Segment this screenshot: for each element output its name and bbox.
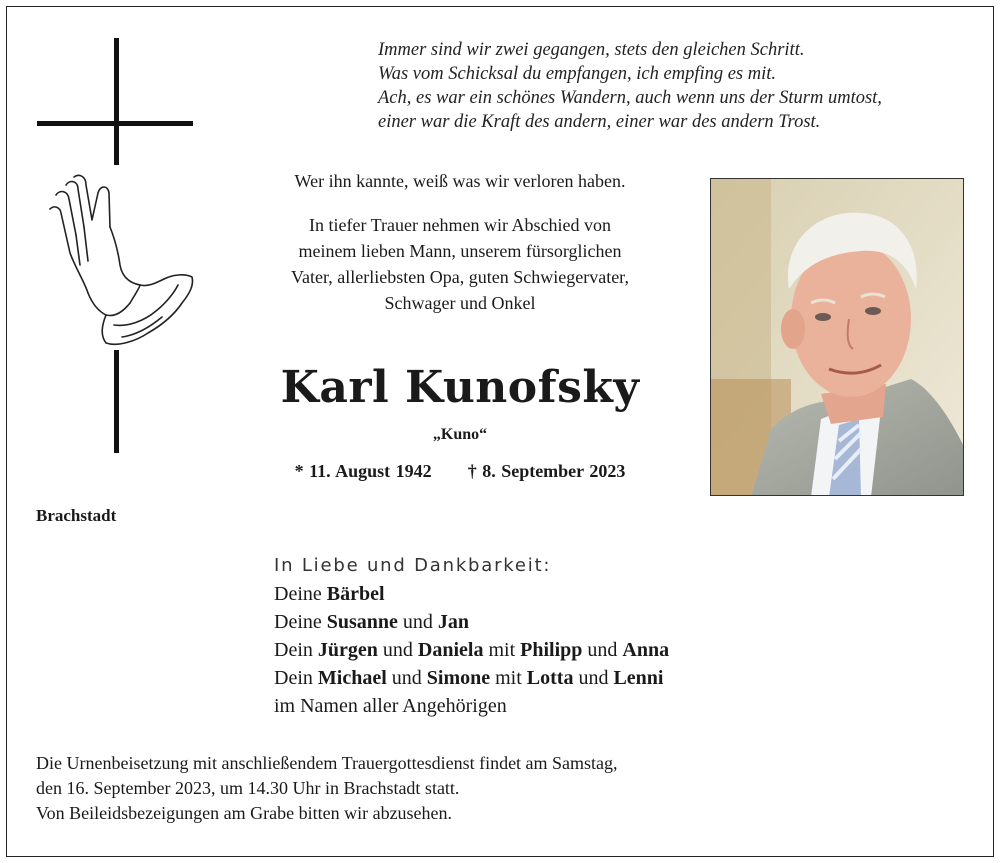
family-member-name: Jürgen bbox=[317, 639, 378, 661]
family-line bbox=[274, 580, 669, 608]
death-date: † 8. September 2023 bbox=[467, 461, 626, 481]
funeral-info bbox=[36, 751, 936, 826]
intro-text bbox=[210, 168, 710, 316]
family-member-name: Susanne bbox=[326, 611, 398, 633]
mourning-line: meinem lieben Mann, unserem fürsorglichen bbox=[298, 241, 622, 261]
family-member-name: Anna bbox=[622, 639, 670, 661]
funeral-info-line: den 16. September 2023, um 14.30 Uhr in Brachstadt statt. bbox=[36, 778, 460, 798]
text: und bbox=[573, 667, 614, 689]
poem-line: Ach, es war ein schönes Wandern, auch wenn uns der Sturm umtost, bbox=[378, 88, 882, 108]
text: und bbox=[377, 639, 418, 661]
family-member-name: Lenni bbox=[613, 667, 664, 689]
deceased-nickname: „Kuno“ bbox=[432, 426, 488, 443]
place-name: Brachstadt bbox=[36, 506, 117, 525]
funeral-info-line: Von Beileidsbezeigungen am Grabe bitten wir abzusehen. bbox=[36, 803, 453, 823]
text: Deine bbox=[274, 611, 327, 633]
mourning-text bbox=[210, 212, 710, 316]
family-member-name: Bärbel bbox=[326, 583, 385, 605]
text: Dein bbox=[274, 667, 318, 689]
poem bbox=[378, 38, 978, 134]
praying-hands-icon bbox=[44, 165, 204, 350]
family-member-name: Simone bbox=[426, 667, 491, 689]
funeral-info-line: Die Urnenbeisetzung mit anschließendem Trauergottesdienst findet am Samstag, bbox=[36, 753, 618, 773]
birth-date: * 11. August 1942 bbox=[294, 461, 432, 481]
mourning-line: Vater, allerliebsten Opa, guten Schwiegervater, bbox=[291, 267, 629, 287]
family-line bbox=[274, 636, 669, 664]
family-member-name: Michael bbox=[317, 667, 387, 689]
text: mit bbox=[483, 639, 521, 661]
family-signature bbox=[274, 552, 669, 720]
text: und bbox=[386, 667, 427, 689]
family-closing: im Namen aller Angehörigen bbox=[274, 695, 507, 717]
cross-bar bbox=[37, 121, 193, 126]
text: und bbox=[582, 639, 623, 661]
text: mit bbox=[490, 667, 527, 689]
intro-line: Wer ihn kannte, weiß was wir verloren haben. bbox=[294, 171, 626, 191]
text: Deine bbox=[274, 583, 327, 605]
family-line bbox=[274, 664, 669, 692]
family-member-name: Philipp bbox=[520, 639, 583, 661]
deceased-name: Karl Kunofsky bbox=[280, 362, 640, 413]
text: Dein bbox=[274, 639, 318, 661]
family-heading: In Liebe und Dankbarkeit: bbox=[274, 555, 552, 576]
family-line bbox=[274, 608, 669, 636]
poem-line: einer war die Kraft des andern, einer war des andern Trost. bbox=[378, 112, 821, 132]
poem-line: Immer sind wir zwei gegangen, stets den gleichen Schritt. bbox=[378, 40, 805, 60]
family-member-name: Jan bbox=[437, 611, 470, 633]
mourning-line: In tiefer Trauer nehmen wir Abschied von bbox=[309, 215, 611, 235]
portrait-photo bbox=[710, 178, 964, 496]
poem-line: Was vom Schicksal du empfangen, ich empfing es mit. bbox=[378, 64, 777, 84]
family-member-name: Daniela bbox=[417, 639, 484, 661]
mourning-line: Schwager und Onkel bbox=[384, 293, 536, 313]
text: und bbox=[397, 611, 438, 633]
family-member-name: Lotta bbox=[526, 667, 574, 689]
life-dates bbox=[210, 461, 710, 482]
